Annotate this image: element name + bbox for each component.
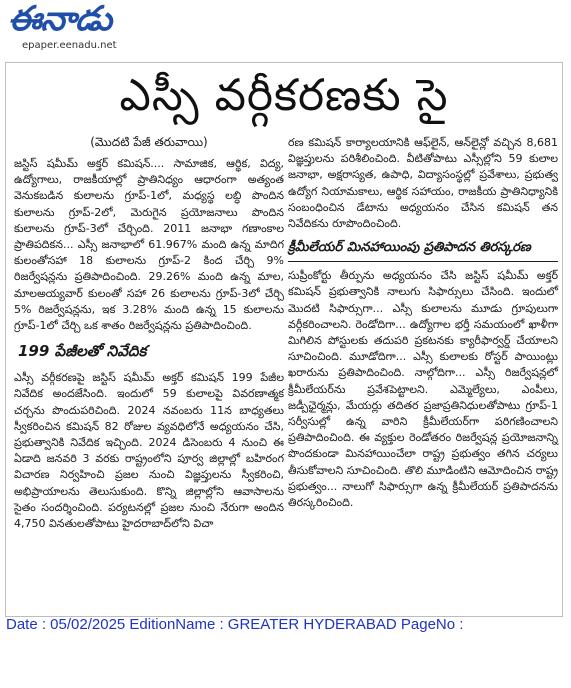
news-clipping [5,62,563,617]
section-subheading: క్రీమీలేయర్ మినహాయింపు ప్రతిపాదన తిరస్కరణ [288,240,558,262]
body-paragraph: సుప్రీంకోర్టు తీర్పును అధ్యయనం చేసి జస్టిస్ షమీమ్ అక్తర్ కమిషన్ ప్రభుత్వానికి నాలుగు సిఫార్సులు చేసింది. ఇందులో మొదటి సిఫార్సుగా... ఎస్సీ కులాలను మూడు గ్రూపులుగా వర్గీకరించాలని. రెండోదిగా... ఉద్యోగాల భర్తీ సమయంలో ఖాళీగా మిగిలిన పోస్టులకు తదుపరి ప్రకటనకు క్యారీఫార్వర్డ్ చేయాలని సూచించింది. మూడోదిగా... ఎస్సీ కులాలకు రోస్టర్ పాయింట్లు ఖరారును ప్రతిపాదించింది. నాల్గోదిగా... ఎస్సీ రిజర్వేషన్లలో క్రీమీలేయర్‌ను ప్రవేశపెట్టాలని. ఎమ్మెల్యేలు, ఎంపీలు, జడ్పీఛైర్మన్లు, మేయర్లు తదితర ప్రజాప్రతినిధులతోపాటు గ్రూప్-1 సర్వీసుల్లో ఉన్న వారిని క్రీమీలేయర్‌గా పరిగణించాలని ప్రతిపాదించింది. ఈ వ్యక్తుల రెండోతరం రిజర్వేషన్ల ప్రయోజనాన్ని పొందకుండా మినహాయించేలా రాష్ట్ర ప్రభుత్వం తగిన చర్యలు తీసుకోవాలని సూచించింది. తొలి మూడింటిని ఆమోదించిన రాష్ట్ర ప్రభుత్వం... నాలుగో సిఫార్సుగా ఉన్న క్రీమీలేయర్ ప్రతిపాదనను తిరస్కరించింది. [288,269,558,510]
edition-footer: Date : 05/02/2025 EditionName : GREATER HYDERABAD PageNo : [6,616,464,633]
body-paragraph: ఎస్సీ వర్గీకరణపై జస్టిస్ షమీమ్ అక్తర్ కమిషన్ 199 పేజీల నివేదిక అందజేసింది. ఇందులో 59 కులాలపై వివరణాత్మక చర్చను పొందుపరిచింది. 2024 నవంబరు 11న బాధ్యతలు స్వీకరించిన కమిషన్ 82 రోజుల వ్యవధిలోనే అధ్యయనం చేసి, ప్రభుత్వానికి నివేదిక ఇచ్చింది. 2024 డిసెంబరు 4 నుంచి ఈ ఏడాది జనవరి 3 వరకు రాష్ట్రంలోని పూర్వ జిల్లాల్లో బహిరంగ విచారణ నిర్వహించి ప్రజల నుంచి విజ్ఞప్తులను స్వీకరించి, అభిప్రాయాలను తెలుసుకుంది. కొన్ని జిల్లాల్లోని ఆవాసాలను సైతం సందర్శించింది. పర్యటనల్లో ప్రజల నుంచి నేరుగా అందిన 4,750 వినతులతోపాటు హైదరాబాద్‌లోని విచా [14,371,284,531]
left-column [14,135,284,532]
article-headline: ఎస్సీ వర్గీకరణకు సై [119,70,449,121]
section-subheading: 199 పేజీలతో నివేదిక [18,342,147,361]
continuation-note: (మొదటి పేజీ తరువాయి) [90,135,208,149]
masthead [8,2,168,54]
right-column [288,135,558,511]
site-url[interactable]: epaper.eenadu.net [22,40,117,51]
body-paragraph: రణ కమిషన్ కార్యాలయానికి ఆఫ్‌లైన్, ఆన్‌లైన్లో వచ్చిన 8,681 విజ్ఞప్తులను పరిశీలించింది. వీటితోపాటు ఎస్సీల్లోని 59 కులాల జనాభా, అక్షరాస్యత, ఉపాధి, విద్యాసంస్థల్లో ప్రవేశాలు, ప్రభుత్వ ఉద్యోగ నియామకాలు, ఆర్థిక సహాయం, రాజకీయ ప్రాతినిధ్యానికి సంబంధించిన డేటాను అధ్యయనం చేసిన కమిషన్ తన నివేదికను రూపొందించింది. [288,136,558,231]
body-paragraph: జస్టిస్ షమీమ్ అక్తర్ కమిషన్.... సామాజిక, ఆర్థిక, విద్య, ఉద్యోగాలు, రాజకీయాల్లో ప్రాతినిధ్యం ఆధారంగా అత్యంత వెనుకబడిన కులాలను గ్రూప్-1లో, మధ్యస్థ లబ్ధి పొందిన కులాలను గ్రూప్-2లో, మెరుగైన ప్రయోజనాలు పొందిన కులాలను గ్రూప్-3లో చేర్చింది. 2011 జనాభా గణాంకాల ప్రాతిపదికన... ఎస్సీ జనాభాలో 61.967% మంది ఉన్న మాదిగ కులంతోసహా 18 కులాలను గ్రూప్-2 కింద చేర్చి 9% రిజర్వేషన్లను ప్రతిపాదించింది. 29.26% మంది ఉన్న మాల, మాలఅయ్యవార్ కులంతో సహా 26 కులాలను గ్రూప్-3లో చేర్చి 5% రిజర్వేషన్లను, ఇక 3.28% మంది ఉన్న 15 కులాలను గ్రూప్-1లో చేర్చి ఒక శాతం రిజర్వేషన్లను ప్రతిపాదించింది. [14,157,284,333]
eenadu-logo: ఈనాడు [8,0,112,39]
